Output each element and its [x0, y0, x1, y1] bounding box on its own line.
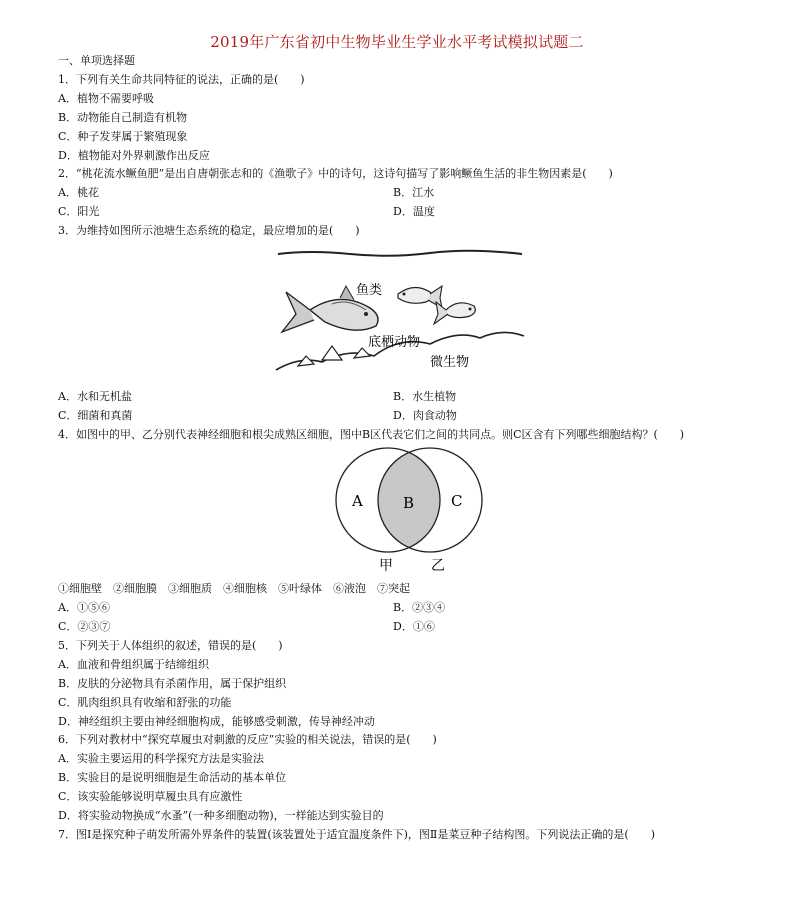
q3-option-b: B．水生植物 [393, 390, 457, 403]
q5-option-d: D．神经组织主要由神经细胞构成，能够感受刺激，传导神经冲动 [58, 715, 375, 728]
venn-label-a: A [352, 492, 363, 510]
q2-option-b: B．江水 [393, 186, 435, 199]
venn-label-c: C [451, 492, 463, 510]
q6-option-b: B．实验目的是说明细胞是生命活动的基本单位 [58, 771, 287, 784]
benthic-animal-label: 底栖动物 [368, 335, 421, 350]
shell-icon [322, 346, 342, 360]
q5-option-c: C．肌肉组织具有收缩和舒张的功能 [58, 696, 232, 709]
q4-option-b: B．②③④ [393, 601, 446, 614]
q1-option-d: D．植物能对外界刺激作出反应 [58, 149, 210, 162]
q4-option-a: A．①⑤⑥ [58, 601, 110, 614]
small-fish-icon [398, 286, 442, 308]
q4-option-c: C．②③⑦ [58, 620, 111, 633]
q3-option-d: D．肉食动物 [393, 409, 457, 422]
q1-option-c: C．种子发芽属于繁殖现象 [58, 130, 188, 143]
pond-ecosystem-figure [270, 248, 530, 380]
q1-option-a: A．植物不需要呼吸 [58, 92, 154, 105]
q4-structure-list: ①细胞壁 ②细胞膜 ③细胞质 ④细胞核 ⑤叶绿体 ⑥液泡 ⑦突起 [58, 582, 410, 595]
section-heading: 一、单项选择题 [58, 54, 135, 67]
page-title: 2019年广东省初中生物毕业生学业水平考试模拟试题二 [210, 33, 584, 51]
q1-option-b: B．动物能自己制造有机物 [58, 111, 188, 124]
question-4-stem: 4．如图中的甲、乙分别代表神经细胞和根尖成熟区细胞，图中B区代表它们之间的共同点。则C区含有下列哪些细胞结构？( ) [58, 428, 685, 441]
q6-option-c: C．该实验能够说明草履虫具有应激性 [58, 790, 243, 803]
q2-option-d: D．温度 [393, 205, 435, 218]
question-7-stem: 7．图Ⅰ是探究种子萌发所需外界条件的装置(该装置处于适宜温度条件下)，图Ⅱ是菜豆种子结构图。下列说法正确的是( ) [58, 828, 655, 841]
venn-diagram [330, 446, 490, 574]
q5-option-b: B．皮肤的分泌物具有杀菌作用，属于保护组织 [58, 677, 287, 690]
microbe-label: 微生物 [430, 355, 470, 370]
question-5-stem: 5．下列关于人体组织的叙述，错误的是( ) [58, 639, 283, 652]
q3-option-c: C．细菌和真菌 [58, 409, 133, 422]
question-3-stem: 3．为维持如图所示池塘生态系统的稳定，最应增加的是( ) [58, 224, 360, 237]
q4-option-d: D．①⑥ [393, 620, 435, 633]
question-2-stem: 2．“桃花流水鳜鱼肥”是出自唐朝张志和的《渔歌子》中的诗句，这诗句描写了影响鳜鱼生活的非生物因素是( ) [58, 167, 613, 180]
water-surface-line [278, 251, 522, 256]
small-fish-icon [434, 302, 475, 324]
q2-option-a: A．桃花 [58, 186, 99, 199]
q5-option-a: A．血液和骨组织属于结缔组织 [58, 658, 209, 671]
question-6-stem: 6．下列对教材中“探究草履虫对刺激的反应”实验的相关说法，错误的是( ) [58, 733, 437, 746]
q6-option-a: A．实验主要运用的科学探究方法是实验法 [58, 752, 264, 765]
q2-option-c: C．阳光 [58, 205, 100, 218]
question-1-stem: 1．下列有关生命共同特征的说法，正确的是( ) [58, 73, 305, 86]
venn-label-b: B [403, 494, 415, 512]
q6-option-d: D．将实验动物换成“水蚤”(一种多细胞动物)，一样能达到实验目的 [58, 809, 384, 822]
venn-label-jia: 甲 [379, 558, 393, 574]
fish-label: 鱼类 [356, 283, 383, 298]
venn-label-yi: 乙 [431, 558, 445, 574]
q3-option-a: A．水和无机盐 [58, 390, 132, 403]
